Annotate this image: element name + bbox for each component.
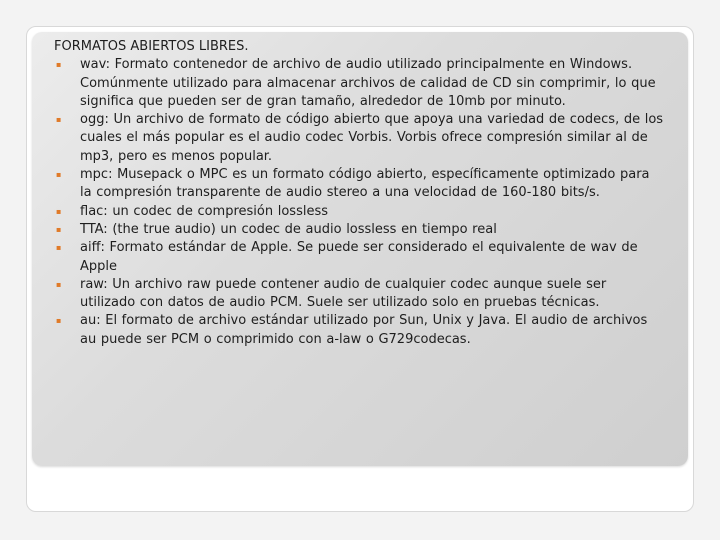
term-label: raw:: [80, 276, 108, 292]
description: El formato de archivo estándar utilizado por Sun, Unix y Java. El audio de archivos au puede ser PCM o comprimido con a-law o G729codecas.: [80, 313, 648, 347]
list-item-mpc: [54, 166, 664, 203]
description: Un archivo raw puede contener audio de cualquier codec aunque suele ser utilizado con datos de audio PCM. Suele ser utilizado solo en pruebas técnicas.: [80, 276, 607, 311]
description: (the true audio) un codec de audio lossless en tiempo real: [107, 221, 497, 237]
term-label: wav:: [80, 57, 110, 73]
format-list: [54, 56, 664, 349]
term-label: TTA:: [80, 221, 108, 237]
list-item-wav: [54, 56, 664, 111]
description: Formato estándar de Apple. Se puede ser considerado el equivalente de wav de Apple: [80, 240, 638, 274]
list-item-tta: [54, 221, 664, 239]
description: un codec de compresión lossless: [107, 203, 328, 219]
term-label: aiff:: [80, 240, 105, 256]
bullet-icon: ▪: [56, 316, 62, 326]
description: Musepack o MPC es un formato código abierto, específicamente optimizado para la compresión transparente de audio stereo a una velocidad de 160-180 bits/s.: [80, 167, 650, 201]
term-label: au:: [80, 313, 101, 329]
bullet-icon: ▪: [56, 224, 62, 234]
bullet-icon: ▪: [56, 206, 62, 216]
term-label: ogg:: [80, 112, 109, 128]
term-label: flac:: [80, 203, 108, 219]
bullet-icon: ▪: [56, 60, 62, 70]
bullet-icon: ▪: [56, 115, 62, 125]
list-item-raw: [54, 276, 664, 313]
bullet-icon: ▪: [56, 279, 62, 289]
list-item-flac: [54, 203, 664, 221]
description: Un archivo de formato de código abierto que apoya una variedad de codecs, de los cuales el más popular es el audio codec Vorbis. Vorbis ofrece compresión similar al de mp3, pero es menos popular.: [80, 112, 664, 164]
heading: FORMATOS ABIERTOS LIBRES.: [54, 39, 249, 54]
description: Formato contenedor de archivo de audio utilizado principalmente en Windows. Comúnmente utilizado para almacenar archivos de calidad de CD sin comprimir, lo que significa que pueden ser de gran tamaño, alrededor de 10mb por minuto.: [80, 57, 656, 109]
bullet-icon: ▪: [56, 170, 62, 180]
list-item-aiff: [54, 239, 664, 276]
term-label: mpc:: [80, 167, 113, 183]
list-item-au: [54, 312, 664, 349]
list-item-ogg: [54, 111, 664, 166]
bullet-icon: ▪: [56, 243, 62, 253]
text-block: [54, 38, 664, 349]
